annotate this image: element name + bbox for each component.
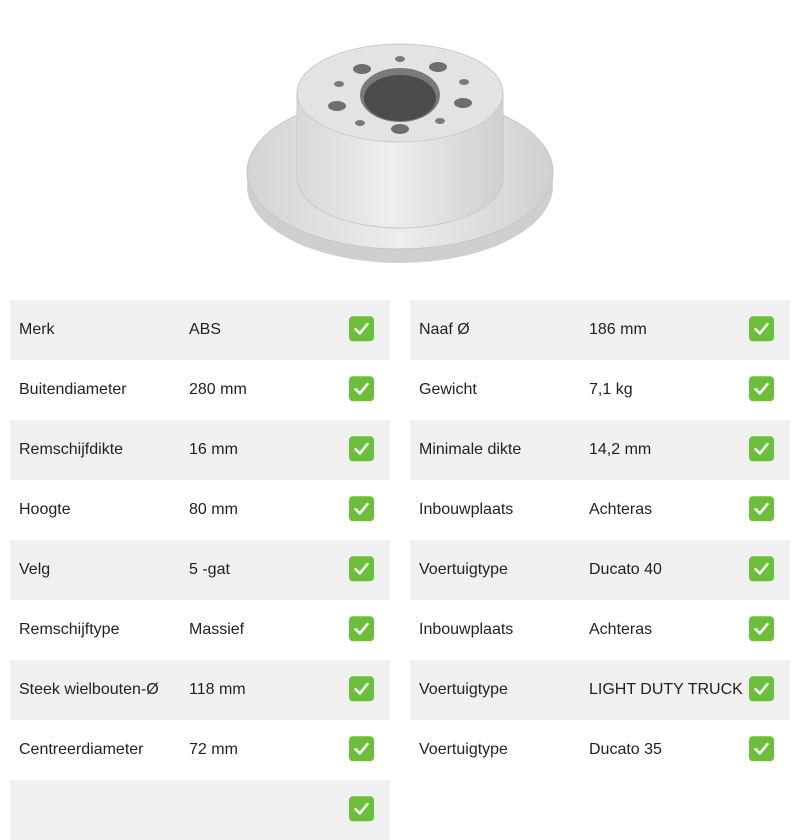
check-icon (749, 316, 774, 341)
check-icon (349, 676, 374, 701)
spec-row (410, 720, 790, 780)
spec-row (410, 660, 790, 720)
check-icon (349, 796, 374, 821)
check-icon (349, 556, 374, 581)
spec-label: Remschijftype (19, 621, 120, 638)
check-icon (349, 736, 374, 761)
spec-value: Ducato 35 (589, 741, 662, 758)
spec-value: 5 -gat (189, 561, 230, 578)
spec-label: Hoogte (19, 501, 71, 518)
brake-disc-image (240, 38, 560, 268)
check-icon (349, 376, 374, 401)
spec-row (10, 780, 390, 840)
spec-label: Inbouwplaats (419, 501, 514, 518)
spec-label: Velg (19, 561, 51, 578)
spec-label: Steek wielbouten-Ø (19, 681, 159, 698)
check-icon (749, 736, 774, 761)
spec-label: Minimale dikte (419, 441, 522, 458)
spec-row (410, 300, 790, 360)
spec-value: 72 mm (189, 741, 238, 758)
check-icon (749, 436, 774, 461)
spec-label: Voertuigtype (419, 681, 508, 698)
spec-label: Buitendiameter (19, 381, 127, 398)
spec-row (10, 420, 390, 480)
spec-value: 118 mm (189, 681, 246, 698)
spec-value: Achteras (589, 621, 653, 638)
spec-label: Remschijfdikte (19, 441, 124, 458)
spec-row (410, 480, 790, 540)
spec-value: 280 mm (189, 381, 247, 398)
specs-table-left (10, 300, 390, 840)
spec-row (10, 660, 390, 720)
spec-value: Massief (189, 621, 245, 638)
spec-row (410, 360, 790, 420)
check-icon (749, 496, 774, 521)
spec-value: Achteras (589, 501, 653, 518)
spec-value: 186 mm (589, 321, 647, 338)
spec-row (410, 600, 790, 660)
specs-table-right (410, 300, 790, 780)
spec-label: Inbouwplaats (419, 621, 514, 638)
spec-value: 7,1 kg (589, 381, 633, 398)
spec-label: Gewicht (419, 381, 477, 398)
check-icon (749, 616, 774, 641)
spec-label: Naaf Ø (419, 321, 470, 338)
check-icon (749, 676, 774, 701)
spec-label: Centreerdiameter (19, 741, 144, 758)
spec-row (10, 300, 390, 360)
spec-row (10, 480, 390, 540)
spec-value: 14,2 mm (589, 441, 652, 458)
spec-value: LIGHT DUTY TRUCK (589, 681, 743, 698)
spec-value: Ducato 40 (589, 561, 662, 578)
spec-row (10, 360, 390, 420)
check-icon (749, 376, 774, 401)
spec-row (10, 600, 390, 660)
spec-value: ABS (189, 321, 222, 338)
spec-label: Merk (19, 321, 55, 338)
spec-row (410, 420, 790, 480)
spec-value: 16 mm (189, 441, 238, 458)
check-icon (349, 496, 374, 521)
spec-value: 80 mm (189, 501, 238, 518)
check-icon (749, 556, 774, 581)
check-icon (349, 616, 374, 641)
check-icon (349, 316, 374, 341)
spec-label: Voertuigtype (419, 561, 508, 578)
spec-row (410, 540, 790, 600)
spec-label: Voertuigtype (419, 741, 508, 758)
check-icon (349, 436, 374, 461)
spec-row (10, 540, 390, 600)
spec-row (10, 720, 390, 780)
